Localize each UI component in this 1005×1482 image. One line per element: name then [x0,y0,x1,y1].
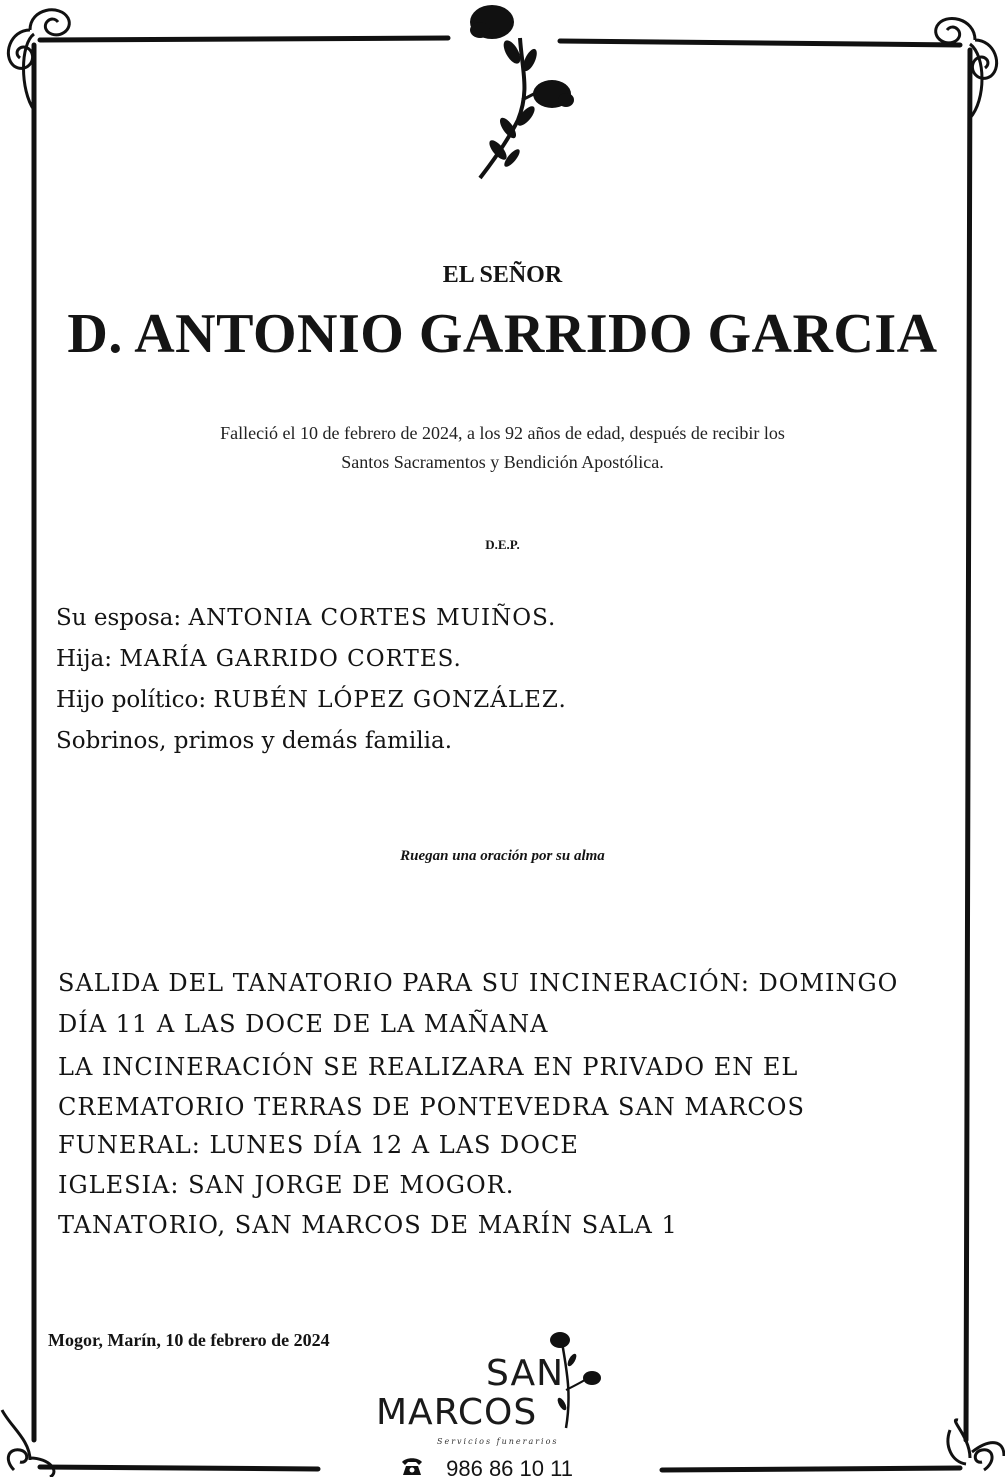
ceremony-line: LA INCINERACIÓN SE REALIZARA EN PRIVADO EN EL [58,1053,799,1081]
ceremony-line: SALIDA DEL TANATORIO PARA SU INCINERACIÓN: DOMINGO [58,969,899,997]
family-member [56,687,567,713]
prayer-request: Ruegan una oración por su alma [400,848,605,864]
ceremony-line: CREMATORIO TERRAS DE PONTEVEDRA SAN MARCOS [58,1093,805,1121]
corner-flourish-top-right-icon [936,18,997,118]
ceremony-line: DÍA 11 A LAS DOCE DE LA MAÑANA [58,1010,549,1038]
ceremony-line: IGLESIA: SAN JORGE DE MOGOR. [58,1171,515,1199]
rose-icon [470,5,574,178]
place-and-date: Mogor, Marín, 10 de febrero de 2024 [48,1330,330,1350]
family-relation: Sobrinos, primos y demás familia. [56,728,453,754]
funeral-home-logo-line-1: SAN [486,1353,565,1394]
death-notice-line-1: Falleció el 10 de febrero de 2024, a los 92 años de edad, después de recibir los [220,423,785,443]
phone-number: 986 86 10 11 [446,1456,573,1481]
family-relation: Hija: [56,646,113,672]
corner-flourish-top-left-icon [8,10,69,110]
funeral-home-logo-line-2: MARCOS [376,1392,538,1433]
funeral-home-tagline: Servicios funerarios [437,1437,559,1446]
telephone-icon [400,1456,424,1482]
family-member [56,728,452,754]
family-member [56,646,462,672]
deceased-name: D. ANTONIO GARRIDO GARCIA [67,303,938,365]
rest-in-peace: D.E.P. [485,537,520,552]
death-notice-line-2: Santos Sacramentos y Bendición Apostólica. [341,452,664,472]
family-relation: Hijo político: [56,687,207,713]
family-member [56,605,556,631]
corner-flourish-bottom-right-icon [948,1420,1004,1470]
ceremony-line: FUNERAL: LUNES DÍA 12 A LAS DOCE [58,1131,579,1159]
family-relation: Su esposa: [56,605,182,631]
family-name: RUBÉN LÓPEZ GONZÁLEZ. [213,687,567,713]
family-name: ANTONIA CORTES MUIÑOS. [188,605,557,631]
ceremony-line: TANATORIO, SAN MARCOS DE MARÍN SALA 1 [58,1211,678,1239]
funeral-home-phone [400,1456,573,1482]
family-name: MARÍA GARRIDO CORTES. [119,646,462,672]
deceased-heading: EL SEÑOR [442,262,563,288]
